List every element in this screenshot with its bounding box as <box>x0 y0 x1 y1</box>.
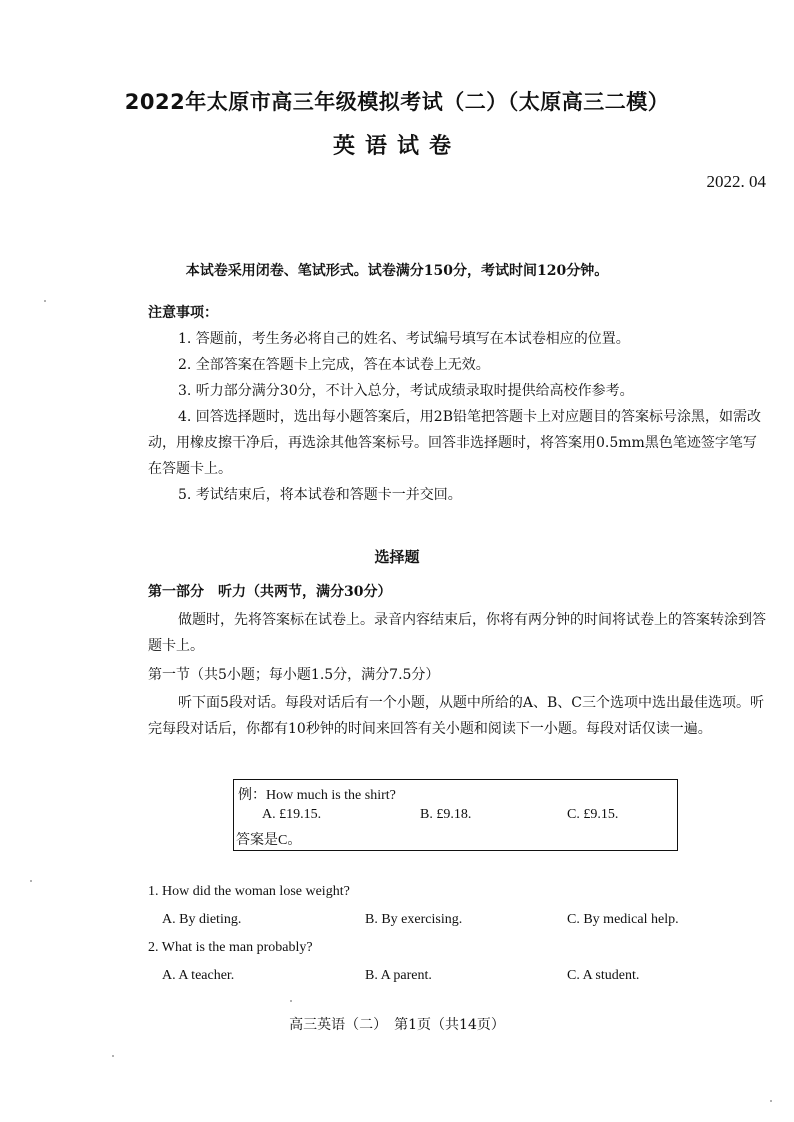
section1-instruction-block <box>148 690 768 742</box>
scan-speck <box>30 880 32 882</box>
question-2: 2. What is the man probably? <box>148 940 313 955</box>
notice-heading: 注意事项： <box>148 305 218 321</box>
exam-subtitle: 英语试卷 <box>332 134 461 159</box>
question-2-option-a: A. A teacher. <box>162 968 235 983</box>
page-footer: 高三英语（二） 第1页（共14页） <box>289 1017 505 1033</box>
scan-speck <box>290 1000 292 1002</box>
exam-intro: 本试卷采用闭卷、笔试形式。试卷满分150分，考试时间120分钟。 <box>185 263 609 279</box>
exam-date: 2022. 04 <box>706 172 766 191</box>
scan-speck <box>112 1055 114 1057</box>
example-answer: 答案是C。 <box>236 833 302 848</box>
notice-item: 2. 全部答案在答题卡上完成，答在本试卷上无效。 <box>178 357 490 373</box>
notice-list <box>148 326 768 508</box>
question-2-option-c: C. A student. <box>567 968 640 983</box>
scan-speck <box>770 1100 772 1102</box>
example-option-b: B. £9.18. <box>420 807 472 822</box>
notice-item: 5. 考试结束后，将本试卷和答题卡一并交回。 <box>178 487 462 503</box>
section-title: 选择题 <box>374 548 420 566</box>
scan-speck <box>44 300 46 302</box>
part1-instruction: 做题时，先将答案标在试卷上。录音内容结束后，你将有两分钟的时间将试卷上的答案转涂到答题卡上。 <box>148 612 766 654</box>
example-question: 例：How much is the shirt? <box>238 788 396 803</box>
notice-item: 3. 听力部分满分30分，不计入总分，考试成绩录取时提供给高校作参考。 <box>178 383 634 399</box>
example-option-a: A. £19.15. <box>262 807 322 822</box>
question-1: 1. How did the woman lose weight? <box>148 884 350 899</box>
section1-title: 第一节（共5小题；每小题1.5分，满分7.5分） <box>148 667 440 683</box>
part1-instruction-block <box>148 607 768 659</box>
question-1-option-b: B. By exercising. <box>365 912 463 927</box>
example-option-c: C. £9.15. <box>567 807 619 822</box>
section1-instruction: 听下面5段对话。每段对话后有一个小题，从题中所给的A、B、C三个选项中选出最佳选项。听完每段对话后，你都有10秒钟的时间来回答有关小题和阅读下一小题。每段对话仅读一遍。 <box>148 695 765 737</box>
question-1-option-a: A. By dieting. <box>162 912 242 927</box>
question-2-option-b: B. A parent. <box>365 968 432 983</box>
question-1-option-c: C. By medical help. <box>567 912 679 927</box>
part1-title: 第一部分 听力（共两节，满分30分） <box>148 584 392 600</box>
notice-item: 4. 回答选择题时，选出每小题答案后，用2B铅笔把答题卡上对应题目的答案标号涂黑，如需改动，用橡皮擦干净后，再选涂其他答案标号。回答非选择题时，将答案用0.5mm黑色笔迹签字笔写在答题卡上。 <box>148 409 762 477</box>
notice-item: 1. 答题前，考生务必将自己的姓名、考试编号填写在本试卷相应的位置。 <box>178 331 630 347</box>
exam-title: 2022年太原市高三年级模拟考试（二）（太原高三二模） <box>124 90 670 114</box>
example-box <box>233 779 678 851</box>
